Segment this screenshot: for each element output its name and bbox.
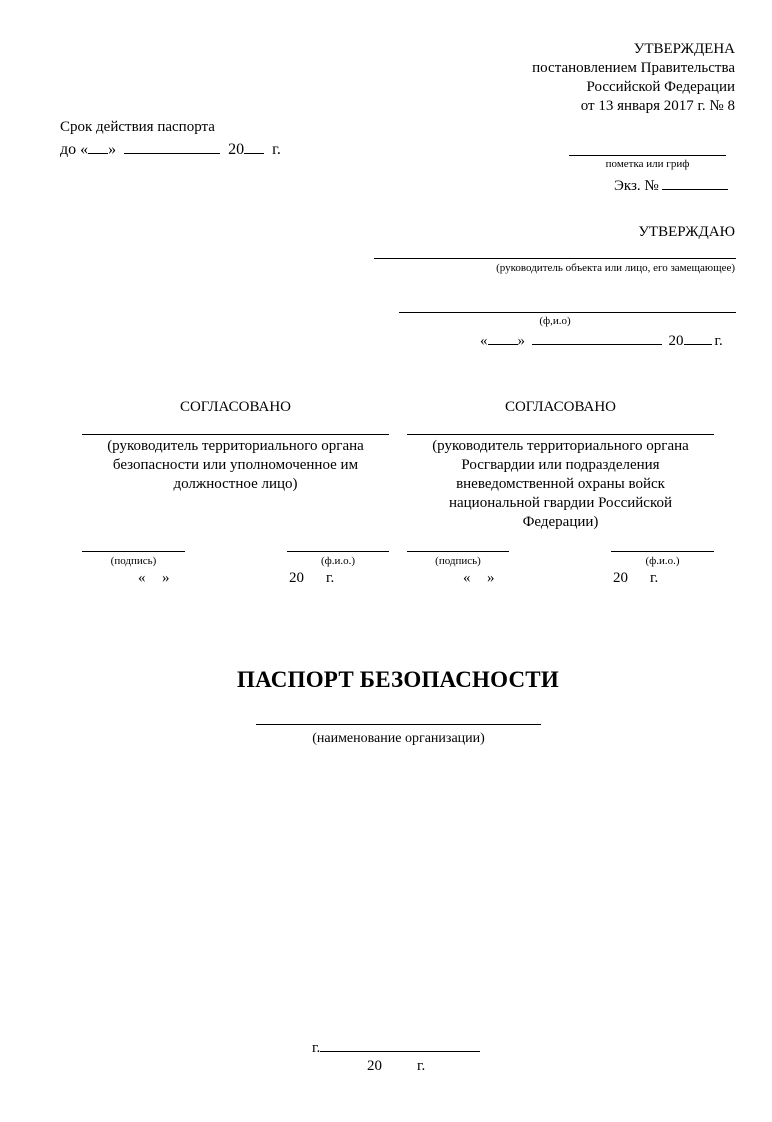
agreed-left-quote-close: »: [162, 570, 170, 586]
copy-label: Экз. №: [614, 178, 659, 194]
agreed-right-year: 20: [613, 570, 628, 586]
approve-head-line[interactable]: [374, 258, 736, 259]
agreed-right-year-suffix: г.: [650, 570, 659, 586]
approve-head-caption: (руководитель объекта или лицо, его замещающее): [496, 262, 735, 274]
validity-date-mid: »: [108, 141, 117, 158]
approval-line-2: постановлением Правительства: [532, 60, 735, 76]
agreed-left-fio-line[interactable]: [287, 551, 389, 552]
approval-line-4: от 13 января 2017 г. № 8: [580, 98, 735, 114]
footer-city-blank[interactable]: [320, 1037, 480, 1052]
copy-number: [614, 175, 728, 196]
agreed-left-title: СОГЛАСОВАНО: [179, 399, 292, 415]
copy-number-blank[interactable]: [662, 175, 728, 190]
validity-year-suffix: г.: [272, 141, 281, 158]
agreed-right-fio-caption: (ф.и.о.): [645, 555, 680, 567]
mark-caption: пометка или гриф: [605, 158, 690, 170]
agreed-right-quote-open: «: [463, 570, 471, 586]
validity-label: Срок действия паспорта: [60, 119, 215, 135]
approve-date-open: «: [480, 333, 488, 349]
agreed-right-quote-close: »: [487, 570, 495, 586]
approval-line-1: УТВЕРЖДЕНА: [633, 41, 735, 57]
agreed-right-sign-line[interactable]: [407, 551, 509, 552]
agreed-left-year: 20: [289, 570, 304, 586]
validity-date-prefix: до «: [60, 141, 89, 158]
approve-fio-caption: (ф,и.о): [539, 315, 571, 327]
validity-month-blank[interactable]: [124, 139, 220, 154]
approve-date: [480, 330, 723, 351]
organization-name-caption: (наименование организации): [312, 731, 485, 746]
agreed-right-sign-caption: (подпись): [435, 555, 481, 567]
approve-title: УТВЕРЖДАЮ: [638, 224, 735, 240]
approve-fio-line[interactable]: [399, 312, 736, 313]
agreed-left-quote-open: «: [138, 570, 146, 586]
footer-city: [312, 1037, 480, 1058]
agreed-left-year-suffix: г.: [326, 570, 335, 586]
validity-year-blank[interactable]: [244, 139, 264, 154]
agreed-right-fio-line[interactable]: [611, 551, 714, 552]
approve-year-suffix: г.: [714, 333, 723, 349]
agreed-right-desc: (руководитель территориального органа Росгвардии или подразделения вневедомственной охраны войск национальной гвардии Российской Федерации): [432, 438, 689, 530]
agreed-right-line[interactable]: [407, 434, 714, 435]
approve-month-blank[interactable]: [532, 330, 662, 345]
validity-day-blank[interactable]: [88, 139, 108, 154]
mark-line[interactable]: [569, 155, 726, 156]
validity-date: [60, 139, 281, 159]
approve-year-blank[interactable]: [684, 330, 712, 345]
agreed-left-sign-caption: (подпись): [110, 555, 157, 567]
agreed-left-fio-caption: (ф.и.о.): [320, 555, 356, 567]
agreed-left-line[interactable]: [82, 434, 389, 435]
approve-date-close: »: [517, 333, 525, 349]
validity-year-prefix: 20: [228, 141, 245, 158]
approve-year-prefix: 20: [668, 333, 684, 349]
agreed-left-desc: (руководитель территориального органа безопасности или уполномоченное им должностное лицо): [107, 438, 364, 492]
agreed-left-sign-line[interactable]: [82, 551, 185, 552]
agreed-right-title: СОГЛАСОВАНО: [504, 399, 617, 415]
approval-line-3: Российской Федерации: [586, 79, 735, 95]
document-title: ПАСПОРТ БЕЗОПАСНОСТИ: [237, 667, 559, 692]
organization-name-line[interactable]: [256, 724, 541, 725]
footer-city-prefix: г.: [312, 1040, 321, 1056]
footer-year-suffix: г.: [417, 1058, 426, 1074]
footer-year: 20: [367, 1058, 382, 1074]
approve-day-blank[interactable]: [488, 330, 518, 345]
approval-stamp: [532, 40, 735, 116]
